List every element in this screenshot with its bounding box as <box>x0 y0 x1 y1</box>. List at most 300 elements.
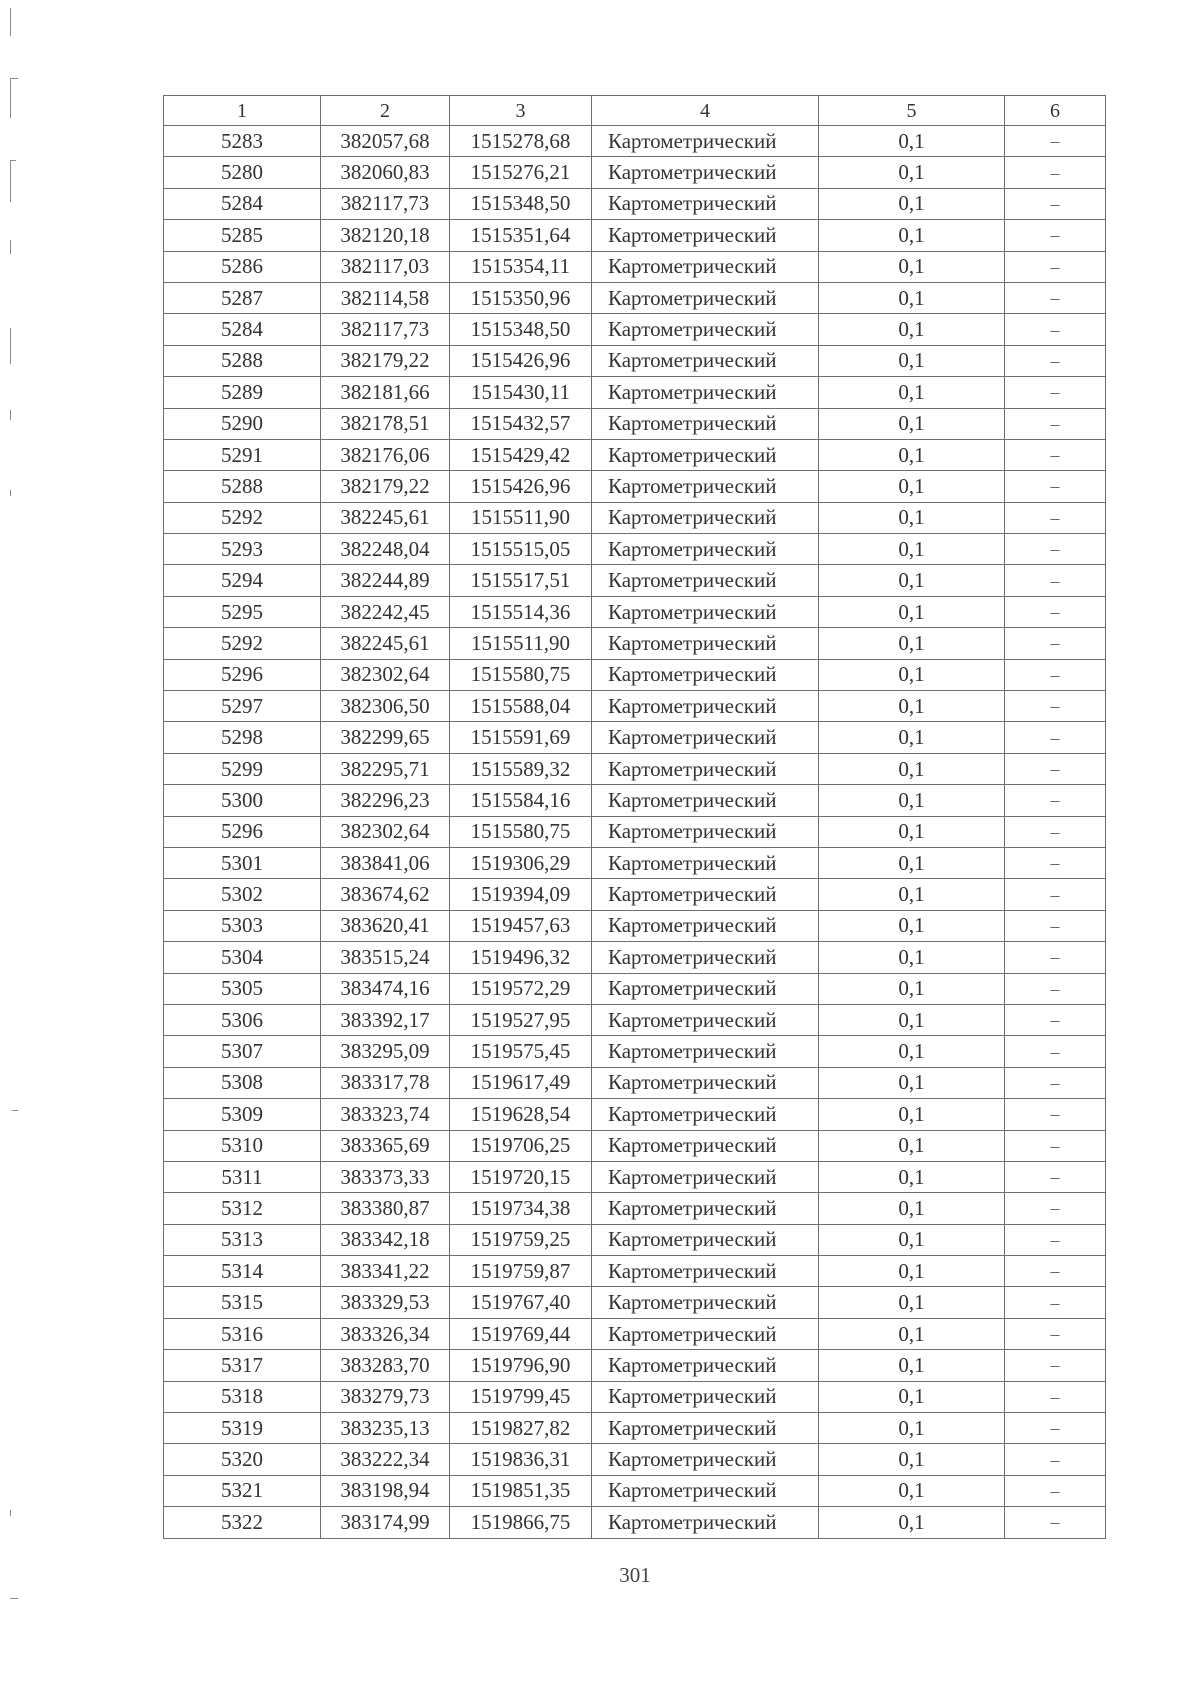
x-coordinate-cell: 382242,45 <box>321 596 450 627</box>
point-number-cell: 5309 <box>164 1099 321 1130</box>
y-coordinate-cell: 1519617,49 <box>450 1067 592 1098</box>
table-row <box>164 1193 1106 1224</box>
point-number-cell: 5293 <box>164 534 321 565</box>
accuracy-cell: 0,1 <box>819 753 1005 784</box>
x-coordinate-cell: 383342,18 <box>321 1224 450 1255</box>
accuracy-cell: 0,1 <box>819 1161 1005 1192</box>
x-coordinate-cell: 382306,50 <box>321 691 450 722</box>
y-coordinate-cell: 1515580,75 <box>450 659 592 690</box>
point-number-cell: 5284 <box>164 314 321 345</box>
table-row <box>164 471 1106 502</box>
table-row <box>164 126 1106 157</box>
x-coordinate-cell: 382296,23 <box>321 785 450 816</box>
point-number-cell: 5299 <box>164 753 321 784</box>
y-coordinate-cell: 1519457,63 <box>450 910 592 941</box>
x-coordinate-cell: 382179,22 <box>321 345 450 376</box>
table-row <box>164 879 1106 910</box>
table-row <box>164 628 1106 659</box>
accuracy-cell: 0,1 <box>819 314 1005 345</box>
y-coordinate-cell: 1515351,64 <box>450 220 592 251</box>
method-cell: Картометрический <box>592 659 819 690</box>
method-cell: Картометрический <box>592 345 819 376</box>
accuracy-cell: 0,1 <box>819 439 1005 470</box>
table-row <box>164 1224 1106 1255</box>
accuracy-cell: 0,1 <box>819 910 1005 941</box>
description-cell: – <box>1005 1067 1106 1098</box>
x-coordinate-cell: 382117,73 <box>321 314 450 345</box>
description-cell: – <box>1005 1193 1106 1224</box>
method-cell: Картометрический <box>592 565 819 596</box>
description-cell: – <box>1005 691 1106 722</box>
point-number-cell: 5288 <box>164 345 321 376</box>
accuracy-cell: 0,1 <box>819 1036 1005 1067</box>
description-cell: – <box>1005 565 1106 596</box>
y-coordinate-cell: 1515432,57 <box>450 408 592 439</box>
table-row <box>164 282 1106 313</box>
table-row <box>164 1161 1106 1192</box>
x-coordinate-cell: 383326,34 <box>321 1318 450 1349</box>
accuracy-cell: 0,1 <box>819 502 1005 533</box>
column-header-2: 2 <box>321 96 450 126</box>
y-coordinate-cell: 1519836,31 <box>450 1444 592 1475</box>
table-row <box>164 157 1106 188</box>
point-number-cell: 5312 <box>164 1193 321 1224</box>
table-row <box>164 1256 1106 1287</box>
accuracy-cell: 0,1 <box>819 251 1005 282</box>
description-cell: – <box>1005 942 1106 973</box>
method-cell: Картометрический <box>592 377 819 408</box>
y-coordinate-cell: 1519796,90 <box>450 1350 592 1381</box>
point-number-cell: 5298 <box>164 722 321 753</box>
table-row <box>164 722 1106 753</box>
table-row <box>164 816 1106 847</box>
description-cell: – <box>1005 439 1106 470</box>
table-row <box>164 1475 1106 1506</box>
point-number-cell: 5305 <box>164 973 321 1004</box>
description-cell: – <box>1005 1256 1106 1287</box>
method-cell: Картометрический <box>592 1413 819 1444</box>
table-row <box>164 847 1106 878</box>
x-coordinate-cell: 383380,87 <box>321 1193 450 1224</box>
method-cell: Картометрический <box>592 753 819 784</box>
y-coordinate-cell: 1515426,96 <box>450 471 592 502</box>
point-number-cell: 5306 <box>164 1004 321 1035</box>
method-cell: Картометрический <box>592 942 819 973</box>
point-number-cell: 5292 <box>164 628 321 659</box>
x-coordinate-cell: 382248,04 <box>321 534 450 565</box>
x-coordinate-cell: 383283,70 <box>321 1350 450 1381</box>
y-coordinate-cell: 1515584,16 <box>450 785 592 816</box>
table-row <box>164 1350 1106 1381</box>
x-coordinate-cell: 383365,69 <box>321 1130 450 1161</box>
description-cell: – <box>1005 1224 1106 1255</box>
accuracy-cell: 0,1 <box>819 1004 1005 1035</box>
accuracy-cell: 0,1 <box>819 1507 1005 1538</box>
description-cell: – <box>1005 1036 1106 1067</box>
method-cell: Картометрический <box>592 596 819 627</box>
x-coordinate-cell: 383317,78 <box>321 1067 450 1098</box>
y-coordinate-cell: 1515429,42 <box>450 439 592 470</box>
x-coordinate-cell: 383323,74 <box>321 1099 450 1130</box>
x-coordinate-cell: 382117,73 <box>321 188 450 219</box>
table-row <box>164 1318 1106 1349</box>
description-cell: – <box>1005 345 1106 376</box>
accuracy-cell: 0,1 <box>819 816 1005 847</box>
accuracy-cell: 0,1 <box>819 220 1005 251</box>
scan-margin-mark <box>10 78 11 118</box>
method-cell: Картометрический <box>592 973 819 1004</box>
y-coordinate-cell: 1515588,04 <box>450 691 592 722</box>
scan-margin-mark <box>10 1510 11 1516</box>
point-number-cell: 5308 <box>164 1067 321 1098</box>
y-coordinate-cell: 1519759,25 <box>450 1224 592 1255</box>
x-coordinate-cell: 382181,66 <box>321 377 450 408</box>
table-row <box>164 188 1106 219</box>
description-cell: – <box>1005 816 1106 847</box>
accuracy-cell: 0,1 <box>819 1475 1005 1506</box>
accuracy-cell: 0,1 <box>819 879 1005 910</box>
table-row <box>164 1130 1106 1161</box>
scan-margin-mark <box>10 78 18 79</box>
y-coordinate-cell: 1515348,50 <box>450 188 592 219</box>
method-cell: Картометрический <box>592 471 819 502</box>
x-coordinate-cell: 383392,17 <box>321 1004 450 1035</box>
table-header-row <box>164 96 1106 126</box>
description-cell: – <box>1005 534 1106 565</box>
method-cell: Картометрический <box>592 188 819 219</box>
description-cell: – <box>1005 502 1106 533</box>
table-row <box>164 1413 1106 1444</box>
table-row <box>164 1099 1106 1130</box>
table-row <box>164 691 1106 722</box>
accuracy-cell: 0,1 <box>819 345 1005 376</box>
y-coordinate-cell: 1519706,25 <box>450 1130 592 1161</box>
description-cell: – <box>1005 596 1106 627</box>
y-coordinate-cell: 1519496,32 <box>450 942 592 973</box>
method-cell: Картометрический <box>592 1475 819 1506</box>
point-number-cell: 5311 <box>164 1161 321 1192</box>
point-number-cell: 5280 <box>164 157 321 188</box>
y-coordinate-cell: 1519866,75 <box>450 1507 592 1538</box>
method-cell: Картометрический <box>592 502 819 533</box>
accuracy-cell: 0,1 <box>819 1381 1005 1412</box>
table-row <box>164 565 1106 596</box>
table-row <box>164 220 1106 251</box>
point-number-cell: 5301 <box>164 847 321 878</box>
point-number-cell: 5320 <box>164 1444 321 1475</box>
table-row <box>164 596 1106 627</box>
x-coordinate-cell: 383235,13 <box>321 1413 450 1444</box>
table-row <box>164 1004 1106 1035</box>
description-cell: – <box>1005 1161 1106 1192</box>
description-cell: – <box>1005 408 1106 439</box>
method-cell: Картометрический <box>592 785 819 816</box>
accuracy-cell: 0,1 <box>819 847 1005 878</box>
method-cell: Картометрический <box>592 691 819 722</box>
column-header-6: 6 <box>1005 96 1106 126</box>
scan-margin-mark <box>10 328 11 364</box>
x-coordinate-cell: 382244,89 <box>321 565 450 596</box>
x-coordinate-cell: 383373,33 <box>321 1161 450 1192</box>
point-number-cell: 5295 <box>164 596 321 627</box>
y-coordinate-cell: 1519306,29 <box>450 847 592 878</box>
method-cell: Картометрический <box>592 408 819 439</box>
description-cell: – <box>1005 1413 1106 1444</box>
page-number: 301 <box>619 1563 651 1587</box>
accuracy-cell: 0,1 <box>819 565 1005 596</box>
point-number-cell: 5296 <box>164 816 321 847</box>
accuracy-cell: 0,1 <box>819 691 1005 722</box>
method-cell: Картометрический <box>592 879 819 910</box>
table-row <box>164 502 1106 533</box>
x-coordinate-cell: 382245,61 <box>321 502 450 533</box>
method-cell: Картометрический <box>592 1507 819 1538</box>
point-number-cell: 5302 <box>164 879 321 910</box>
table-row <box>164 753 1106 784</box>
point-number-cell: 5285 <box>164 220 321 251</box>
description-cell: – <box>1005 973 1106 1004</box>
point-number-cell: 5289 <box>164 377 321 408</box>
method-cell: Картометрический <box>592 1256 819 1287</box>
y-coordinate-cell: 1515580,75 <box>450 816 592 847</box>
accuracy-cell: 0,1 <box>819 1067 1005 1098</box>
table-row <box>164 910 1106 941</box>
point-number-cell: 5291 <box>164 439 321 470</box>
description-cell: – <box>1005 879 1106 910</box>
y-coordinate-cell: 1519734,38 <box>450 1193 592 1224</box>
table-row <box>164 1287 1106 1318</box>
method-cell: Картометрический <box>592 534 819 565</box>
scan-margin-mark <box>10 410 11 420</box>
table-row <box>164 1507 1106 1538</box>
accuracy-cell: 0,1 <box>819 471 1005 502</box>
x-coordinate-cell: 383674,62 <box>321 879 450 910</box>
method-cell: Картометрический <box>592 722 819 753</box>
x-coordinate-cell: 382302,64 <box>321 816 450 847</box>
method-cell: Картометрический <box>592 1350 819 1381</box>
table-row <box>164 659 1106 690</box>
description-cell: – <box>1005 1350 1106 1381</box>
table-row <box>164 314 1106 345</box>
table-row <box>164 1067 1106 1098</box>
method-cell: Картометрический <box>592 1161 819 1192</box>
x-coordinate-cell: 383329,53 <box>321 1287 450 1318</box>
description-cell: – <box>1005 1287 1106 1318</box>
x-coordinate-cell: 383841,06 <box>321 847 450 878</box>
point-number-cell: 5288 <box>164 471 321 502</box>
description-cell: – <box>1005 282 1106 313</box>
y-coordinate-cell: 1515591,69 <box>450 722 592 753</box>
method-cell: Картометрический <box>592 126 819 157</box>
point-number-cell: 5314 <box>164 1256 321 1287</box>
method-cell: Картометрический <box>592 1444 819 1475</box>
accuracy-cell: 0,1 <box>819 1318 1005 1349</box>
method-cell: Картометрический <box>592 1004 819 1035</box>
description-cell: – <box>1005 126 1106 157</box>
accuracy-cell: 0,1 <box>819 1099 1005 1130</box>
method-cell: Картометрический <box>592 439 819 470</box>
accuracy-cell: 0,1 <box>819 722 1005 753</box>
table-row <box>164 439 1106 470</box>
method-cell: Картометрический <box>592 816 819 847</box>
x-coordinate-cell: 383515,24 <box>321 942 450 973</box>
description-cell: – <box>1005 1099 1106 1130</box>
point-number-cell: 5284 <box>164 188 321 219</box>
method-cell: Картометрический <box>592 1287 819 1318</box>
x-coordinate-cell: 383198,94 <box>321 1475 450 1506</box>
accuracy-cell: 0,1 <box>819 973 1005 1004</box>
point-number-cell: 5286 <box>164 251 321 282</box>
x-coordinate-cell: 382120,18 <box>321 220 450 251</box>
accuracy-cell: 0,1 <box>819 596 1005 627</box>
accuracy-cell: 0,1 <box>819 1193 1005 1224</box>
method-cell: Картометрический <box>592 1036 819 1067</box>
y-coordinate-cell: 1515589,32 <box>450 753 592 784</box>
scan-margin-mark <box>10 8 11 36</box>
method-cell: Картометрический <box>592 1318 819 1349</box>
x-coordinate-cell: 383222,34 <box>321 1444 450 1475</box>
point-number-cell: 5322 <box>164 1507 321 1538</box>
description-cell: – <box>1005 628 1106 659</box>
x-coordinate-cell: 382299,65 <box>321 722 450 753</box>
x-coordinate-cell: 382114,58 <box>321 282 450 313</box>
y-coordinate-cell: 1515426,96 <box>450 345 592 376</box>
y-coordinate-cell: 1515278,68 <box>450 126 592 157</box>
accuracy-cell: 0,1 <box>819 1444 1005 1475</box>
accuracy-cell: 0,1 <box>819 157 1005 188</box>
method-cell: Картометрический <box>592 220 819 251</box>
description-cell: – <box>1005 1004 1106 1035</box>
description-cell: – <box>1005 1507 1106 1538</box>
point-number-cell: 5303 <box>164 910 321 941</box>
column-header-4: 4 <box>592 96 819 126</box>
y-coordinate-cell: 1515511,90 <box>450 628 592 659</box>
point-number-cell: 5304 <box>164 942 321 973</box>
accuracy-cell: 0,1 <box>819 282 1005 313</box>
table-row <box>164 408 1106 439</box>
table-row <box>164 1036 1106 1067</box>
point-number-cell: 5283 <box>164 126 321 157</box>
accuracy-cell: 0,1 <box>819 942 1005 973</box>
point-number-cell: 5292 <box>164 502 321 533</box>
x-coordinate-cell: 382060,83 <box>321 157 450 188</box>
method-cell: Картометрический <box>592 1193 819 1224</box>
description-cell: – <box>1005 753 1106 784</box>
table-row <box>164 534 1106 565</box>
accuracy-cell: 0,1 <box>819 628 1005 659</box>
point-number-cell: 5296 <box>164 659 321 690</box>
scan-margin-mark <box>10 1598 18 1599</box>
description-cell: – <box>1005 157 1106 188</box>
y-coordinate-cell: 1519769,44 <box>450 1318 592 1349</box>
y-coordinate-cell: 1515276,21 <box>450 157 592 188</box>
accuracy-cell: 0,1 <box>819 1224 1005 1255</box>
accuracy-cell: 0,1 <box>819 659 1005 690</box>
column-header-1: 1 <box>164 96 321 126</box>
point-number-cell: 5294 <box>164 565 321 596</box>
y-coordinate-cell: 1515514,36 <box>450 596 592 627</box>
accuracy-cell: 0,1 <box>819 1413 1005 1444</box>
y-coordinate-cell: 1519575,45 <box>450 1036 592 1067</box>
accuracy-cell: 0,1 <box>819 1256 1005 1287</box>
description-cell: – <box>1005 1318 1106 1349</box>
x-coordinate-cell: 383474,16 <box>321 973 450 1004</box>
description-cell: – <box>1005 785 1106 816</box>
coordinates-table <box>163 95 1106 1539</box>
description-cell: – <box>1005 1130 1106 1161</box>
method-cell: Картометрический <box>592 1381 819 1412</box>
table-row <box>164 942 1106 973</box>
y-coordinate-cell: 1519851,35 <box>450 1475 592 1506</box>
description-cell: – <box>1005 659 1106 690</box>
method-cell: Картометрический <box>592 847 819 878</box>
accuracy-cell: 0,1 <box>819 785 1005 816</box>
y-coordinate-cell: 1515348,50 <box>450 314 592 345</box>
description-cell: – <box>1005 910 1106 941</box>
scan-margin-mark <box>10 240 11 254</box>
accuracy-cell: 0,1 <box>819 377 1005 408</box>
x-coordinate-cell: 383279,73 <box>321 1381 450 1412</box>
y-coordinate-cell: 1519394,09 <box>450 879 592 910</box>
accuracy-cell: 0,1 <box>819 1287 1005 1318</box>
description-cell: – <box>1005 1475 1106 1506</box>
description-cell: – <box>1005 188 1106 219</box>
point-number-cell: 5317 <box>164 1350 321 1381</box>
x-coordinate-cell: 383174,99 <box>321 1507 450 1538</box>
accuracy-cell: 0,1 <box>819 534 1005 565</box>
table-row <box>164 785 1106 816</box>
scan-margin-mark <box>10 160 11 202</box>
accuracy-cell: 0,1 <box>819 408 1005 439</box>
x-coordinate-cell: 382057,68 <box>321 126 450 157</box>
scan-margin-mark <box>12 1110 18 1111</box>
x-coordinate-cell: 383620,41 <box>321 910 450 941</box>
point-number-cell: 5319 <box>164 1413 321 1444</box>
description-cell: – <box>1005 377 1106 408</box>
accuracy-cell: 0,1 <box>819 188 1005 219</box>
table-row <box>164 1444 1106 1475</box>
y-coordinate-cell: 1519799,45 <box>450 1381 592 1412</box>
description-cell: – <box>1005 220 1106 251</box>
x-coordinate-cell: 383341,22 <box>321 1256 450 1287</box>
y-coordinate-cell: 1515511,90 <box>450 502 592 533</box>
method-cell: Картометрический <box>592 314 819 345</box>
y-coordinate-cell: 1519827,82 <box>450 1413 592 1444</box>
x-coordinate-cell: 383295,09 <box>321 1036 450 1067</box>
description-cell: – <box>1005 251 1106 282</box>
y-coordinate-cell: 1515517,51 <box>450 565 592 596</box>
method-cell: Картометрический <box>592 282 819 313</box>
y-coordinate-cell: 1515354,11 <box>450 251 592 282</box>
x-coordinate-cell: 382117,03 <box>321 251 450 282</box>
table-row <box>164 377 1106 408</box>
description-cell: – <box>1005 847 1106 878</box>
table-row <box>164 973 1106 1004</box>
method-cell: Картометрический <box>592 1099 819 1130</box>
accuracy-cell: 0,1 <box>819 1130 1005 1161</box>
y-coordinate-cell: 1519767,40 <box>450 1287 592 1318</box>
point-number-cell: 5316 <box>164 1318 321 1349</box>
table-body <box>164 126 1106 1539</box>
y-coordinate-cell: 1519628,54 <box>450 1099 592 1130</box>
y-coordinate-cell: 1515350,96 <box>450 282 592 313</box>
scan-margin-mark <box>10 160 16 161</box>
x-coordinate-cell: 382178,51 <box>321 408 450 439</box>
method-cell: Картометрический <box>592 251 819 282</box>
table-row <box>164 251 1106 282</box>
x-coordinate-cell: 382179,22 <box>321 471 450 502</box>
point-number-cell: 5318 <box>164 1381 321 1412</box>
